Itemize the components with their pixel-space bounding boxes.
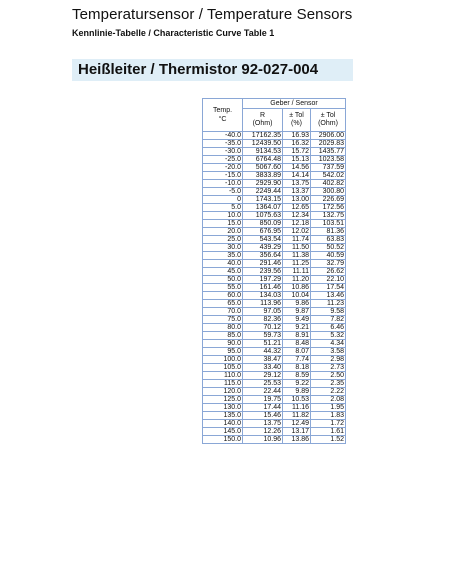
resistance-cell: 3833.89: [243, 172, 283, 180]
temperature-cell: 75.0: [203, 316, 243, 324]
resistance-cell: 676.95: [243, 228, 283, 236]
tolerance-ohm-cell: 402.82: [311, 180, 346, 188]
table-row: [203, 300, 346, 308]
temperature-cell: -10.0: [203, 180, 243, 188]
table-row: [203, 396, 346, 404]
resistance-cell: 113.96: [243, 300, 283, 308]
temperature-cell: 60.0: [203, 292, 243, 300]
sensor-group-header: Geber / Sensor: [243, 99, 346, 109]
tolerance-percent-cell: 7.74: [283, 356, 311, 364]
temperature-cell: 115.0: [203, 380, 243, 388]
table-row: [203, 284, 346, 292]
tolerance-percent-cell: 8.07: [283, 348, 311, 356]
tolerance-ohm-cell: 172.56: [311, 204, 346, 212]
table-row: [203, 260, 346, 268]
temperature-cell: 45.0: [203, 268, 243, 276]
table-row: [203, 148, 346, 156]
tolerance-percent-cell: 9.89: [283, 388, 311, 396]
resistance-cell: 5067.60: [243, 164, 283, 172]
table-row: [203, 180, 346, 188]
table-row: [203, 244, 346, 252]
tolerance-percent-label: ± Tol: [289, 112, 304, 119]
table-row: [203, 404, 346, 412]
resistance-cell: 59.73: [243, 332, 283, 340]
resistance-cell: 22.44: [243, 388, 283, 396]
temperature-cell: 110.0: [203, 372, 243, 380]
temperature-cell: 55.0: [203, 284, 243, 292]
resistance-cell: 2249.44: [243, 188, 283, 196]
temperature-cell: -20.0: [203, 164, 243, 172]
temperature-cell: 10.0: [203, 212, 243, 220]
temperature-cell: 135.0: [203, 412, 243, 420]
temperature-cell: 70.0: [203, 308, 243, 316]
resistance-cell: 25.53: [243, 380, 283, 388]
tolerance-ohm-cell: 226.69: [311, 196, 346, 204]
resistance-cell: 291.46: [243, 260, 283, 268]
table-header-row: [203, 99, 346, 109]
table-row: [203, 324, 346, 332]
temperature-cell: -25.0: [203, 156, 243, 164]
temperature-cell: 25.0: [203, 236, 243, 244]
tolerance-percent-cell: 11.50: [283, 244, 311, 252]
tolerance-ohm-cell: 2.98: [311, 356, 346, 364]
resistance-cell: 38.47: [243, 356, 283, 364]
tolerance-percent-cell: 12.65: [283, 204, 311, 212]
tolerance-percent-cell: 12.18: [283, 220, 311, 228]
table-row: [203, 308, 346, 316]
resistance-cell: 356.64: [243, 252, 283, 260]
temperature-cell: 120.0: [203, 388, 243, 396]
table-row: [203, 332, 346, 340]
tolerance-percent-cell: 11.38: [283, 252, 311, 260]
tolerance-ohm-cell: 2.22: [311, 388, 346, 396]
resistance-cell: 1364.07: [243, 204, 283, 212]
tolerance-percent-cell: 13.00: [283, 196, 311, 204]
tolerance-ohm-cell: 1.95: [311, 404, 346, 412]
tolerance-ohm-cell: 2906.00: [311, 132, 346, 140]
tolerance-percent-cell: 8.59: [283, 372, 311, 380]
table-row: [203, 236, 346, 244]
tolerance-percent-cell: 8.18: [283, 364, 311, 372]
temperature-cell: 85.0: [203, 332, 243, 340]
table-row: [203, 220, 346, 228]
resistance-cell: 97.05: [243, 308, 283, 316]
resistance-cell: 239.56: [243, 268, 283, 276]
table-row: [203, 372, 346, 380]
temperature-cell: 90.0: [203, 340, 243, 348]
tolerance-ohm-cell: 1.72: [311, 420, 346, 428]
tolerance-ohm-cell: 300.80: [311, 188, 346, 196]
temperature-cell: 140.0: [203, 420, 243, 428]
temperature-cell: -35.0: [203, 140, 243, 148]
table-row: [203, 356, 346, 364]
table-row: [203, 428, 346, 436]
tolerance-ohm-cell: 22.10: [311, 276, 346, 284]
resistance-cell: 134.03: [243, 292, 283, 300]
tolerance-percent-cell: 14.14: [283, 172, 311, 180]
tolerance-ohm-cell: 1435.77: [311, 148, 346, 156]
table-row: [203, 196, 346, 204]
characteristic-curve-table: [202, 98, 346, 444]
temperature-cell: 130.0: [203, 404, 243, 412]
table-row: [203, 364, 346, 372]
tolerance-ohm-cell: 5.32: [311, 332, 346, 340]
tolerance-percent-cell: 13.37: [283, 188, 311, 196]
tolerance-percent-cell: 10.86: [283, 284, 311, 292]
tolerance-percent-cell: 13.75: [283, 180, 311, 188]
tolerance-percent-cell: 9.86: [283, 300, 311, 308]
tolerance-ohm-cell: 2029.83: [311, 140, 346, 148]
temperature-cell: 30.0: [203, 244, 243, 252]
tolerance-ohm-cell: 2.08: [311, 396, 346, 404]
product-title: Heißleiter / Thermistor 92-027-004: [78, 61, 319, 78]
temperature-cell: 20.0: [203, 228, 243, 236]
tolerance-percent-cell: 8.48: [283, 340, 311, 348]
product-banner: [72, 59, 353, 81]
resistance-cell: 17.44: [243, 404, 283, 412]
table-row: [203, 316, 346, 324]
tolerance-ohm-cell: 737.59: [311, 164, 346, 172]
tolerance-ohm-cell: 1.61: [311, 428, 346, 436]
tolerance-percent-cell: 12.49: [283, 420, 311, 428]
tolerance-percent-cell: 14.56: [283, 164, 311, 172]
document-subtitle: Kennlinie-Tabelle / Characteristic Curve Table 1: [72, 28, 275, 38]
resistance-cell: 2929.90: [243, 180, 283, 188]
table-row: [203, 132, 346, 140]
tolerance-ohm-cell: 2.50: [311, 372, 346, 380]
tolerance-ohm-label: ± Tol: [320, 112, 336, 119]
temperature-cell: -5.0: [203, 188, 243, 196]
resistance-header-label: R: [259, 112, 266, 119]
resistance-header-unit: (Ohm): [252, 120, 273, 127]
table-row: [203, 204, 346, 212]
resistance-cell: 161.46: [243, 284, 283, 292]
temperature-cell: 150.0: [203, 436, 243, 444]
temperature-cell: -40.0: [203, 132, 243, 140]
resistance-cell: 51.21: [243, 340, 283, 348]
resistance-cell: 70.12: [243, 324, 283, 332]
table-row: [203, 420, 346, 428]
tolerance-ohm-cell: 132.75: [311, 212, 346, 220]
tolerance-ohm-cell: 2.73: [311, 364, 346, 372]
tolerance-ohm-cell: 17.54: [311, 284, 346, 292]
temperature-cell: -30.0: [203, 148, 243, 156]
tolerance-percent-cell: 15.13: [283, 156, 311, 164]
tolerance-percent-cell: 13.17: [283, 428, 311, 436]
tolerance-ohm-cell: 1.83: [311, 412, 346, 420]
resistance-cell: 9134.53: [243, 148, 283, 156]
tolerance-percent-header: [283, 109, 311, 132]
tolerance-ohm-cell: 6.46: [311, 324, 346, 332]
resistance-cell: 44.32: [243, 348, 283, 356]
resistance-cell: 15.46: [243, 412, 283, 420]
tolerance-ohm-cell: 7.82: [311, 316, 346, 324]
table-row: [203, 412, 346, 420]
resistance-cell: 17162.35: [243, 132, 283, 140]
tolerance-ohm-cell: 50.52: [311, 244, 346, 252]
table-row: [203, 340, 346, 348]
tolerance-percent-cell: 11.25: [283, 260, 311, 268]
table-row: [203, 292, 346, 300]
temp-header: [203, 99, 243, 132]
tolerance-ohm-cell: 4.34: [311, 340, 346, 348]
table-row: [203, 268, 346, 276]
tolerance-ohm-cell: 26.62: [311, 268, 346, 276]
table-row: [203, 388, 346, 396]
resistance-cell: 12439.50: [243, 140, 283, 148]
tolerance-percent-cell: 10.04: [283, 292, 311, 300]
tolerance-percent-cell: 10.53: [283, 396, 311, 404]
resistance-cell: 12.26: [243, 428, 283, 436]
tolerance-percent-cell: 8.91: [283, 332, 311, 340]
tolerance-ohm-cell: 542.02: [311, 172, 346, 180]
table-row: [203, 212, 346, 220]
tolerance-ohm-unit: (Ohm): [318, 120, 338, 127]
resistance-cell: 439.29: [243, 244, 283, 252]
table-row: [203, 276, 346, 284]
resistance-cell: 197.29: [243, 276, 283, 284]
temperature-cell: 50.0: [203, 276, 243, 284]
table-row: [203, 172, 346, 180]
tolerance-ohm-cell: 81.36: [311, 228, 346, 236]
temperature-cell: 125.0: [203, 396, 243, 404]
table-row: [203, 164, 346, 172]
tolerance-percent-unit: (%): [291, 120, 302, 127]
tolerance-percent-cell: 12.34: [283, 212, 311, 220]
tolerance-ohm-cell: 3.58: [311, 348, 346, 356]
temperature-cell: 5.0: [203, 204, 243, 212]
tolerance-ohm-cell: 32.79: [311, 260, 346, 268]
temp-header-label: Temp.: [212, 107, 233, 114]
resistance-cell: 19.75: [243, 396, 283, 404]
resistance-cell: 1743.15: [243, 196, 283, 204]
tolerance-percent-cell: 9.22: [283, 380, 311, 388]
tolerance-percent-cell: 13.86: [283, 436, 311, 444]
resistance-cell: 10.96: [243, 436, 283, 444]
tolerance-percent-cell: 16.32: [283, 140, 311, 148]
resistance-cell: 1075.63: [243, 212, 283, 220]
tolerance-ohm-cell: 40.59: [311, 252, 346, 260]
temperature-cell: 145.0: [203, 428, 243, 436]
temperature-cell: 100.0: [203, 356, 243, 364]
tolerance-ohm-cell: 1023.58: [311, 156, 346, 164]
temperature-cell: 40.0: [203, 260, 243, 268]
resistance-cell: 6764.48: [243, 156, 283, 164]
table-row: [203, 140, 346, 148]
temperature-cell: 35.0: [203, 252, 243, 260]
tolerance-ohm-cell: 63.83: [311, 236, 346, 244]
tolerance-ohm-cell: 13.46: [311, 292, 346, 300]
temperature-cell: 0: [203, 196, 243, 204]
tolerance-ohm-cell: 1.52: [311, 436, 346, 444]
tolerance-percent-cell: 11.74: [283, 236, 311, 244]
table-row: [203, 156, 346, 164]
tolerance-percent-cell: 11.11: [283, 268, 311, 276]
temperature-cell: 80.0: [203, 324, 243, 332]
tolerance-percent-cell: 12.02: [283, 228, 311, 236]
table-row: [203, 252, 346, 260]
tolerance-percent-cell: 11.16: [283, 404, 311, 412]
tolerance-percent-cell: 9.49: [283, 316, 311, 324]
tolerance-ohm-header: [311, 109, 346, 132]
tolerance-ohm-cell: 103.51: [311, 220, 346, 228]
resistance-cell: 543.54: [243, 236, 283, 244]
tolerance-percent-cell: 15.72: [283, 148, 311, 156]
temperature-cell: -15.0: [203, 172, 243, 180]
table-row: [203, 436, 346, 444]
table-row: [203, 348, 346, 356]
document-title: Temperatursensor / Temperature Sensors: [72, 6, 353, 23]
tolerance-percent-cell: 9.87: [283, 308, 311, 316]
tolerance-ohm-cell: 2.35: [311, 380, 346, 388]
tolerance-percent-cell: 16.93: [283, 132, 311, 140]
resistance-cell: 82.36: [243, 316, 283, 324]
resistance-cell: 33.40: [243, 364, 283, 372]
resistance-header: [243, 109, 283, 132]
resistance-cell: 13.75: [243, 420, 283, 428]
temperature-cell: 65.0: [203, 300, 243, 308]
resistance-cell: 850.09: [243, 220, 283, 228]
table-row: [203, 228, 346, 236]
temperature-cell: 15.0: [203, 220, 243, 228]
table-row: [203, 188, 346, 196]
tolerance-ohm-cell: 9.58: [311, 308, 346, 316]
tolerance-percent-cell: 9.21: [283, 324, 311, 332]
temperature-cell: 105.0: [203, 364, 243, 372]
temp-header-unit: °C: [218, 116, 227, 123]
table-row: [203, 380, 346, 388]
temperature-cell: 95.0: [203, 348, 243, 356]
tolerance-percent-cell: 11.20: [283, 276, 311, 284]
resistance-cell: 29.12: [243, 372, 283, 380]
tolerance-percent-cell: 11.82: [283, 412, 311, 420]
tolerance-ohm-cell: 11.23: [311, 300, 346, 308]
